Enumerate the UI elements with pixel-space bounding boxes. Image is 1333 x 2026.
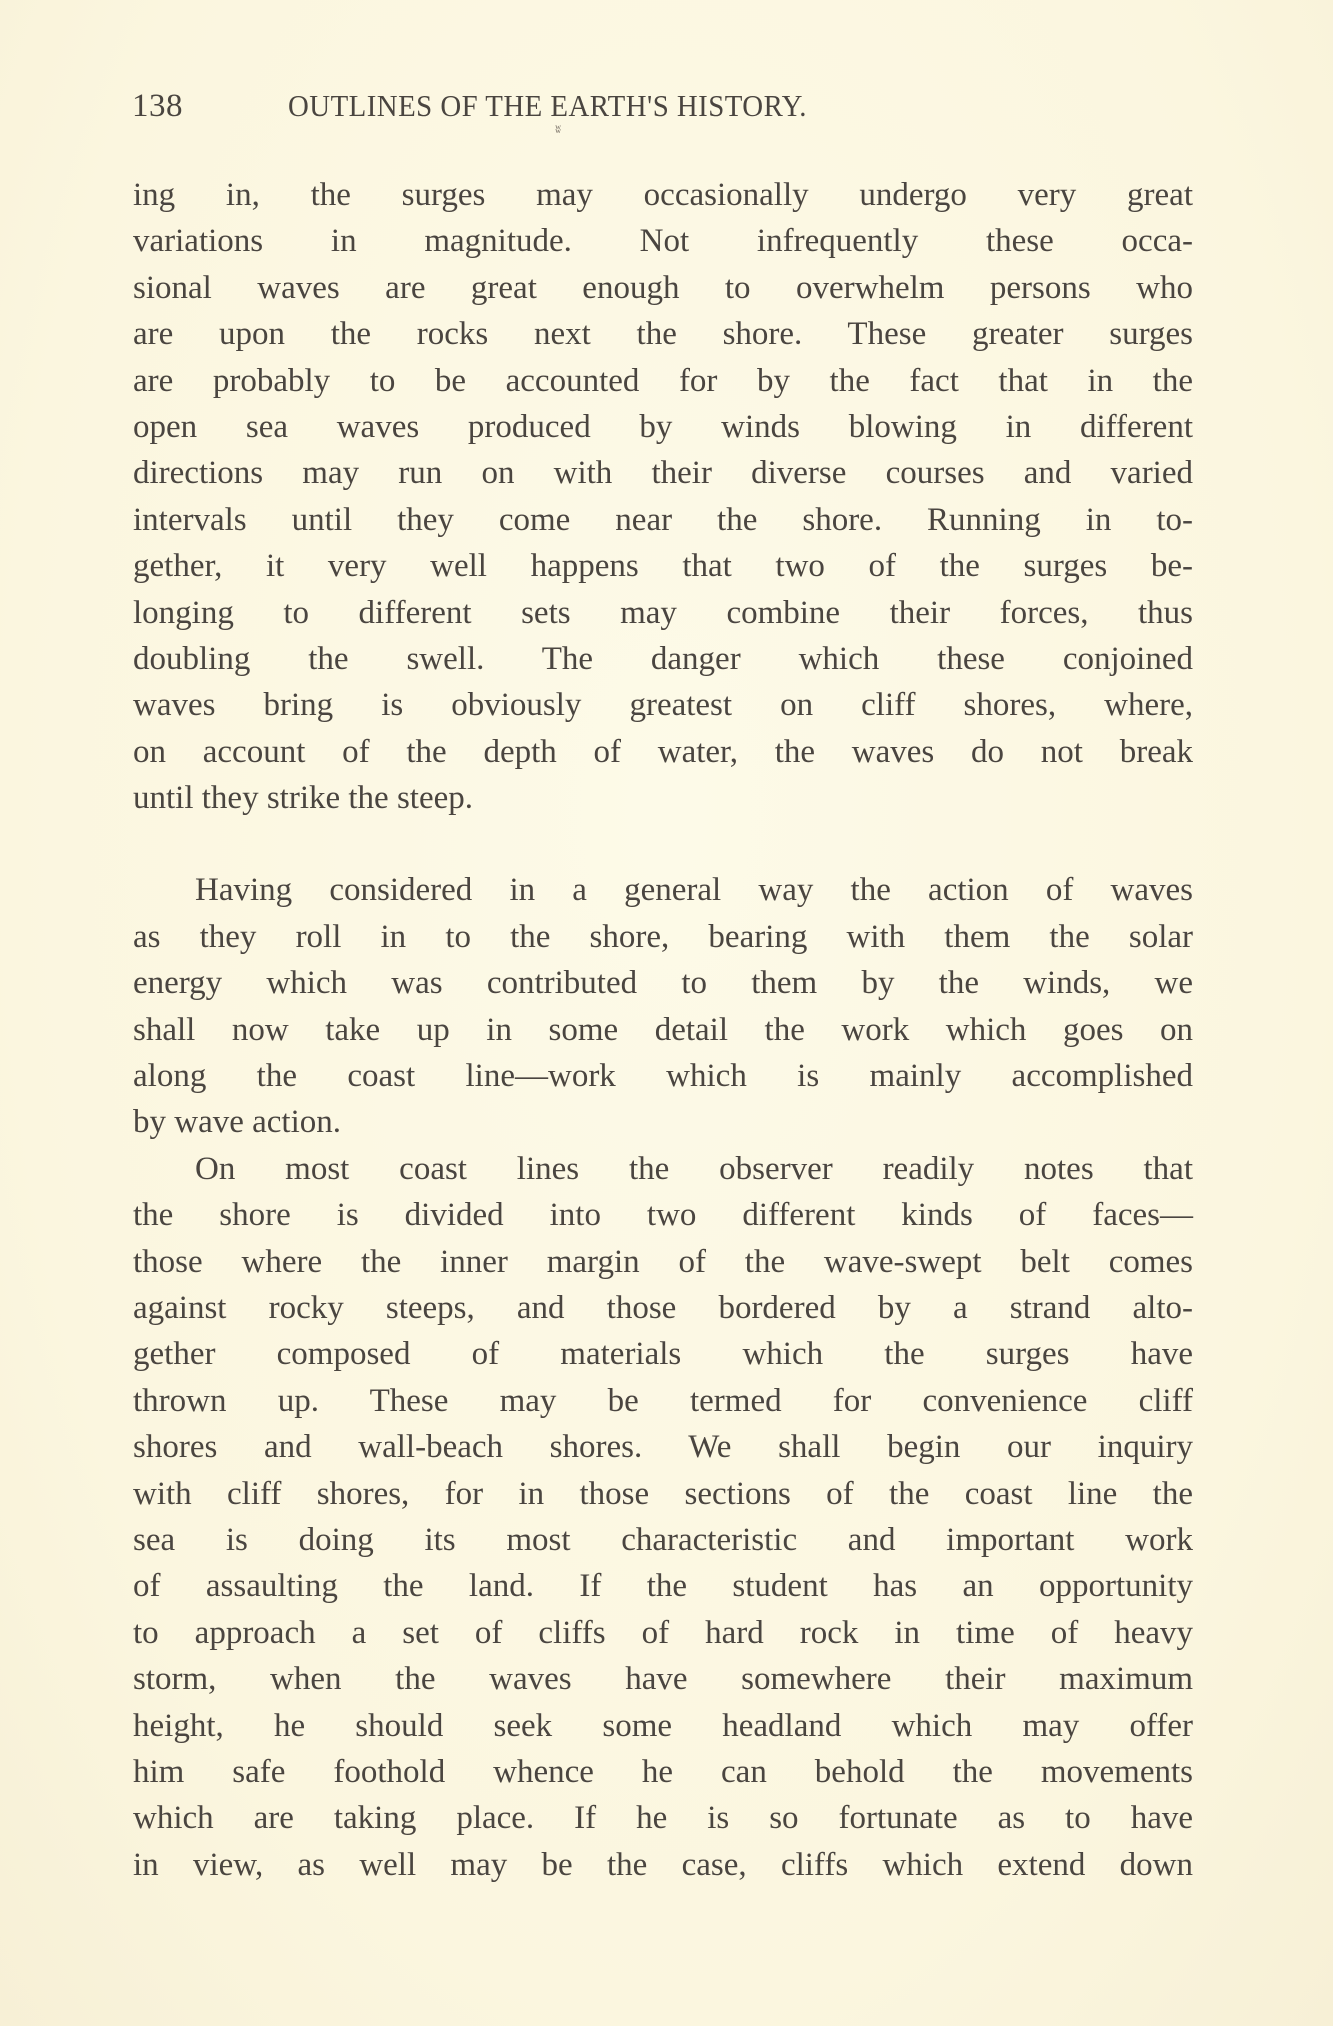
text-line: ing in, the surges may occasionally undergo very great [133, 177, 1193, 213]
text-line: sional waves are great enough to overwhelm persons who [133, 269, 1193, 306]
page-number: 138 [132, 88, 183, 124]
text-line: directions may run on with their diverse courses and varied [133, 455, 1193, 492]
running-head [132, 88, 1192, 138]
text-line: on account of the depth of water, the waves do not break [133, 733, 1193, 770]
text-line: intervals until they come near the shore. Running in to- [133, 501, 1193, 538]
text-line: shores and wall-beach shores. We shall begin our inquiry [133, 1429, 1193, 1466]
text-line: thrown up. These may be termed for convenience cliff [133, 1382, 1193, 1419]
text-line: storm, when the waves have somewhere their maximum [133, 1661, 1193, 1698]
text-line: variations in magnitude. Not infrequently these occa- [133, 223, 1193, 260]
text-line: which are taking place. If he is so fortunate as to have [133, 1800, 1193, 1837]
paragraph-gap [133, 821, 1193, 867]
paragraph [133, 1146, 1193, 1888]
text-line: sea is doing its most characteristic and important work [133, 1521, 1193, 1558]
text-line: Having considered in a general way the action of waves [195, 872, 1193, 909]
text-line: by wave action. [133, 1104, 342, 1141]
text-line: height, he should seek some headland which may offer [133, 1707, 1193, 1744]
paragraph [133, 867, 1193, 1145]
text-line: against rocky steeps, and those bordered by a strand alto- [133, 1289, 1193, 1326]
paragraph [133, 172, 1193, 821]
text-line: until they strike the steep. [133, 780, 474, 817]
text-line: energy which was contributed to them by the winds, we [133, 965, 1193, 1002]
body-text [133, 172, 1193, 1888]
printing-speck: ʬ [555, 122, 562, 136]
text-line: along the coast line—work which is mainly accomplished [133, 1058, 1193, 1095]
text-line: are upon the rocks next the shore. These greater surges [133, 316, 1193, 353]
text-line: gether composed of materials which the surges have [133, 1336, 1193, 1373]
text-line: gether, it very well happens that two of the surges be- [133, 548, 1193, 585]
text-line: longing to different sets may combine their forces, thus [133, 594, 1193, 631]
text-line: as they roll in to the shore, bearing with them the solar [133, 918, 1193, 955]
text-line: shall now take up in some detail the work which goes on [133, 1011, 1193, 1048]
text-line: open sea waves produced by winds blowing in different [133, 408, 1193, 445]
text-line: those where the inner margin of the wave-swept belt comes [133, 1243, 1193, 1280]
text-line: in view, as well may be the case, cliffs which extend down [133, 1846, 1193, 1883]
text-line: of assaulting the land. If the student has an opportunity [133, 1568, 1193, 1605]
text-line: the shore is divided into two different kinds of faces— [133, 1197, 1193, 1234]
text-line: him safe foothold whence he can behold the movements [133, 1753, 1193, 1790]
text-line: are probably to be accounted for by the fact that in the [133, 362, 1193, 399]
text-line: waves bring is obviously greatest on cliff shores, where, [133, 687, 1193, 724]
text-line: On most coast lines the observer readily notes that [195, 1150, 1193, 1187]
text-line: to approach a set of cliffs of hard rock in time of heavy [133, 1614, 1193, 1651]
text-line: with cliff shores, for in those sections of the coast line the [133, 1475, 1193, 1512]
running-title: OUTLINES OF THE EARTH'S HISTORY. [288, 88, 807, 123]
text-line: doubling the swell. The danger which these conjoined [133, 640, 1193, 677]
